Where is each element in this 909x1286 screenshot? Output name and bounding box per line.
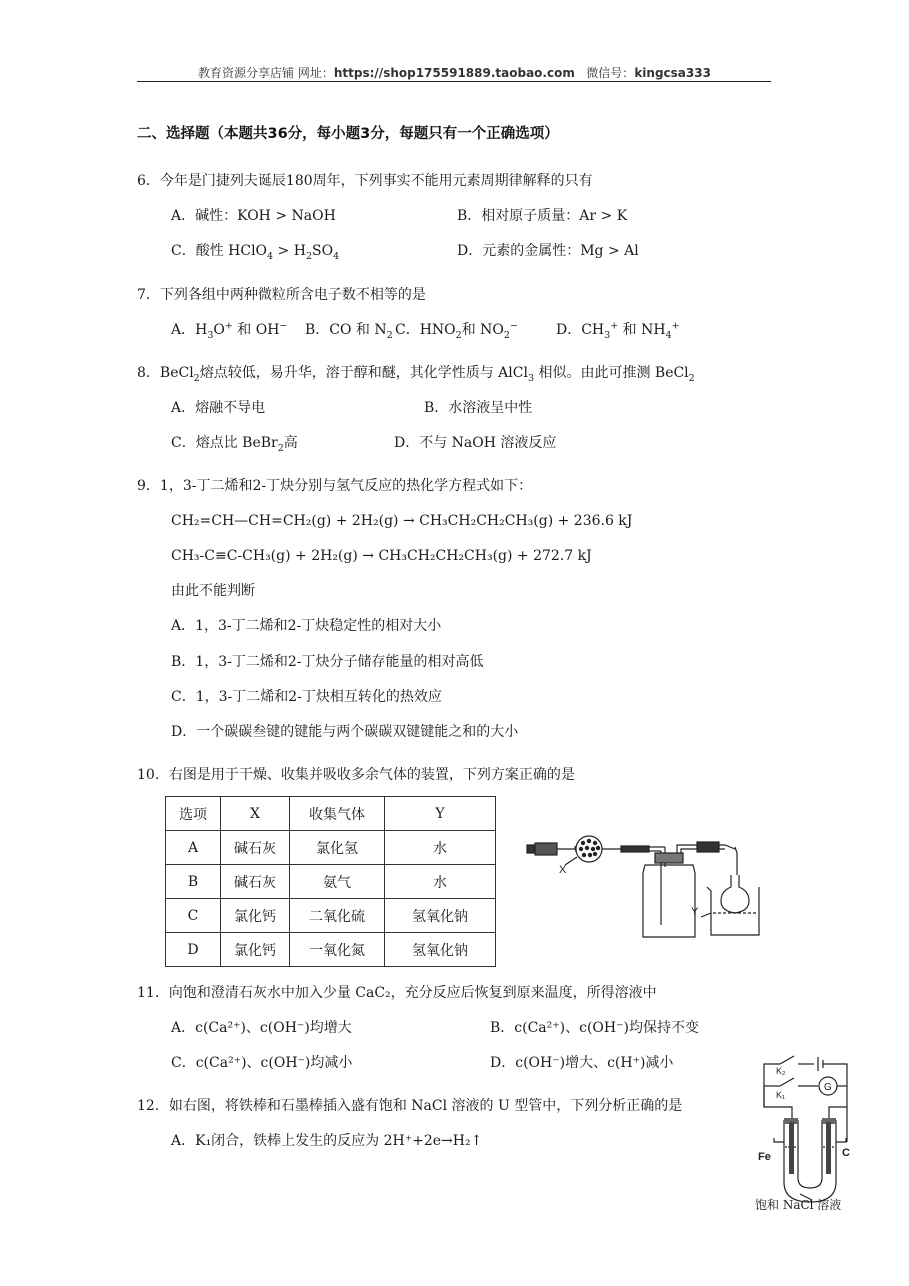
q7-stem: 7．下列各组中两种微粒所含电子数不相等的是 [137, 287, 426, 303]
table-header-cell: 选项 [166, 797, 221, 831]
table-cell: 氨气 [290, 865, 385, 899]
table-header-cell: 收集气体 [290, 797, 385, 831]
q7-option-c: C．$HNO_2$和 $NO_2^-$ [395, 320, 518, 341]
q12-figure-caption: 饱和 NaCl 溶液 [755, 1198, 842, 1212]
q6-option-c: C．酸性 HClO$_4$ > $H_2SO_4$ [171, 243, 340, 262]
q9-stem: 9．1，3-丁二烯和2-丁炔分别与氢气反应的热化学方程式如下： [137, 478, 533, 494]
q9-subprompt: 由此不能判断 [171, 583, 255, 599]
q9-option-a: A．1，3-丁二烯和2-丁炔稳定性的相对大小 [171, 618, 442, 634]
table-cell: D [166, 933, 221, 967]
table-cell: 碱石灰 [221, 865, 290, 899]
header-divider [137, 81, 771, 82]
q9-option-b: B．1，3-丁二烯和2-丁炔分子储存能量的相对高低 [171, 654, 484, 670]
q12-figure-label-c: C [842, 1147, 850, 1159]
q12-figure-label-k1: K₁ [776, 1090, 786, 1100]
q8-option-d: D．不与 NaOH 溶液反应 [394, 435, 557, 451]
table-header-row [166, 797, 496, 831]
q8-option-a: A．熔融不导电 [171, 400, 266, 416]
table-cell: 氢氧化钠 [385, 899, 496, 933]
q11-option-b: B．c(Ca²⁺)、c(OH⁻)均保持不变 [490, 1020, 699, 1036]
table-header-cell: Y [385, 797, 496, 831]
q6-option-d: D．元素的金属性：Mg > Al [457, 243, 639, 259]
header-wechat-label: 微信号： [586, 66, 635, 80]
q9-equation-2: CH₃-C≡C-CH₃(g) + 2H₂(g) → CH₃CH₂CH₂CH₃(g) + 272.7 kJ [171, 548, 592, 564]
q12-figure-label-k2: K₂ [776, 1066, 786, 1076]
table-cell: C [166, 899, 221, 933]
header-wechat-id: kingcsa333 [634, 66, 711, 80]
q11-option-d: D．c(OH⁻)增大、c(H⁺)减小 [490, 1055, 674, 1071]
table-row [166, 865, 496, 899]
q12-electrolysis-figure [752, 1052, 860, 1214]
table-cell: B [166, 865, 221, 899]
table-cell: 氯化钙 [221, 933, 290, 967]
q10-figure-label-x: X [559, 864, 567, 876]
table-row [166, 831, 496, 865]
q8-option-c: C．熔点比 BeBr$_2$高 [171, 435, 298, 454]
table-cell: 二氧化硫 [290, 899, 385, 933]
table-row [166, 933, 496, 967]
table-cell: 水 [385, 865, 496, 899]
table-row [166, 899, 496, 933]
header-url: https://shop175591889.taobao.com [333, 66, 575, 80]
table-cell: 碱石灰 [221, 831, 290, 865]
table-cell: A [166, 831, 221, 865]
q11-option-a: A．c(Ca²⁺)、c(OH⁻)均增大 [171, 1020, 352, 1036]
q9-option-c: C．1，3-丁二烯和2-丁炔相互转化的热效应 [171, 689, 442, 705]
header-prefix: 教育资源分享店铺 网址： [198, 66, 334, 80]
q11-stem: 11．向饱和澄清石灰水中加入少量 CaC₂，充分反应后恢复到原来温度，所得溶液中 [137, 985, 657, 1001]
q9-equation-1: CH₂=CH—CH=CH₂(g) + 2H₂(g) → CH₃CH₂CH₂CH₃(g) + 236.6 kJ [171, 513, 633, 529]
q7-option-a: A．$H_3O^+$ 和 OH− [171, 320, 288, 341]
q7-option-d: D．$CH_3^+$ 和 $NH_4^+$ [556, 320, 680, 341]
table-cell: 水 [385, 831, 496, 865]
q12-figure-label-fe: Fe [758, 1151, 771, 1163]
q9-option-d: D．一个碳碳叁键的键能与两个碳碳双键键能之和的大小 [171, 724, 519, 740]
q12-option-a: A．K₁闭合，铁棒上发生的反应为 2H⁺+2e→H₂↑ [171, 1133, 483, 1149]
q12-figure-label-g: G [824, 1082, 832, 1093]
q10-options-table [165, 796, 496, 967]
page-header [0, 64, 909, 81]
q6-option-a: A．碱性：KOH > NaOH [171, 208, 336, 224]
q8-stem: 8．BeCl$_2$熔点较低，易升华，溶于醇和醚，其化学性质与 AlCl$_3$ 相似。由此可推测 BeCl$_2$ [137, 365, 695, 384]
table-header-cell: X [221, 797, 290, 831]
q6-stem: 6．今年是门捷列夫诞辰180周年，下列事实不能用元素周期律解释的只有 [137, 173, 593, 189]
table-cell: 氢氧化钠 [385, 933, 496, 967]
q11-option-c: C．c(Ca²⁺)、c(OH⁻)均减小 [171, 1055, 353, 1071]
q10-apparatus-figure [525, 825, 765, 945]
q12-stem: 12．如右图，将铁棒和石墨棒插入盛有饱和 NaCl 溶液的 U 型管中，下列分析正确的是 [137, 1098, 683, 1114]
q7-option-b: B．CO 和 $N_2$ [305, 322, 393, 341]
q8-option-b: B．水溶液呈中性 [424, 400, 533, 416]
table-cell: 氯化氢 [290, 831, 385, 865]
table-cell: 一氧化氮 [290, 933, 385, 967]
q6-option-b: B．相对原子质量：Ar > K [457, 208, 628, 224]
q10-stem: 10．右图是用于干燥、收集并吸收多余气体的装置，下列方案正确的是 [137, 767, 575, 783]
q10-figure-label-y: Y [691, 906, 699, 918]
section-title: 二、选择题（本题共36分，每小题3分，每题只有一个正确选项） [137, 126, 559, 142]
table-cell: 氯化钙 [221, 899, 290, 933]
